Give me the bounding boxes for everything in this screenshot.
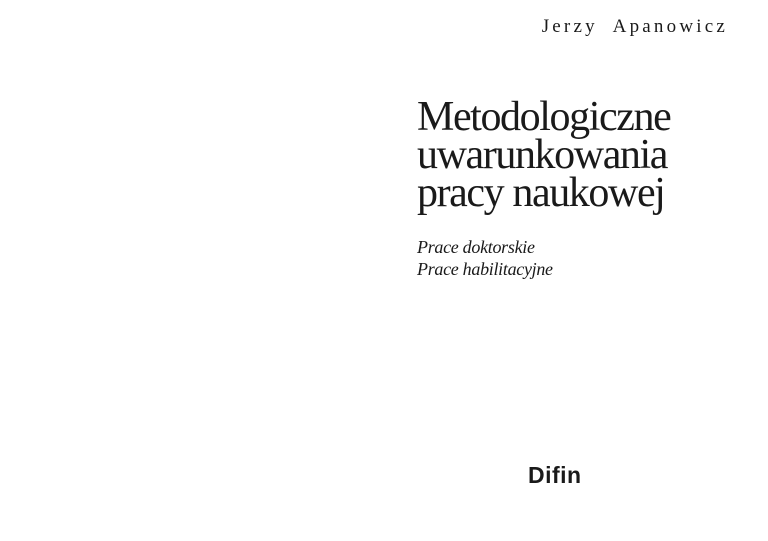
- subtitle-line-1: Prace doktorskie: [417, 237, 535, 257]
- title-line-2: uwarunkowania: [417, 132, 668, 178]
- book-subtitle: [417, 236, 553, 280]
- subtitle-line-2: Prace habilitacyjne: [417, 259, 553, 279]
- publisher-logo: Difin: [528, 462, 582, 488]
- title-line-1: Metodologiczne: [417, 94, 671, 140]
- title-line-3: pracy naukowej: [417, 170, 665, 216]
- author-name: Jerzy Apanowicz: [541, 16, 728, 37]
- book-title: [417, 94, 671, 216]
